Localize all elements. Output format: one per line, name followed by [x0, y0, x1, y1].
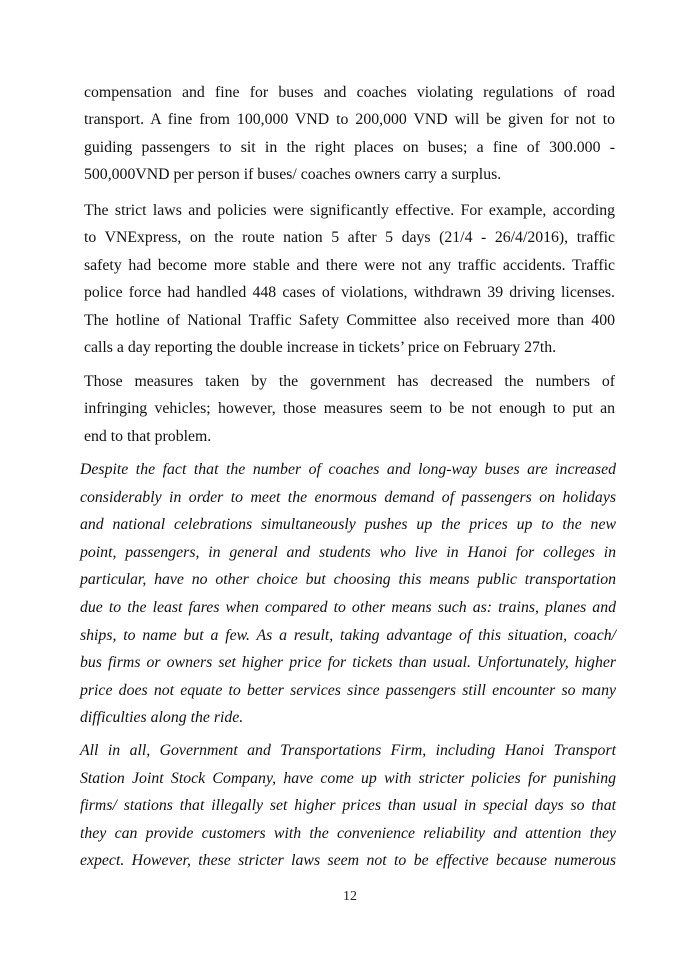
page-number: 12	[343, 889, 357, 904]
text-line: Station Joint Stock Company, have come up with stricter policies for punishing	[80, 769, 616, 787]
paragraph-fines	[84, 79, 615, 189]
text-line: point, passengers, in general and students who live in Hanoi for colleges in	[80, 543, 616, 561]
text-line: infringing vehicles; however, those measures seem to be not enough to put an	[84, 400, 615, 418]
paragraph-measures	[84, 368, 615, 450]
text-line: Those measures taken by the government has decreased the numbers of	[84, 373, 615, 390]
text-line: ships, to name but a few. As a result, taking advantage of this situation, coach/	[80, 626, 616, 644]
text-line: safety had become more stable and there were not any traffic accidents. Traffic	[84, 256, 615, 274]
text-line: Despite the fact that the number of coaches and long-way buses are increased	[80, 461, 616, 478]
paragraph-all-in-all	[80, 737, 616, 875]
text-line: firms/ stations that illegally set higher prices than usual in special days so that	[80, 797, 616, 815]
text-line: due to the least fares when compared to other means such as: trains, planes and	[80, 598, 616, 616]
text-line: and national celebrations simultaneously pushes up the prices up to the new	[80, 516, 616, 534]
paragraph-strict-laws	[84, 197, 615, 361]
text-line: calls a day reporting the double increase in tickets’ price on February 27th.	[84, 339, 557, 357]
text-line: to VNExpress, on the route nation 5 after 5 days (21/4 - 26/4/2016), traffic	[84, 229, 615, 247]
text-line: All in all, Government and Transportations Firm, including Hanoi Transport	[80, 742, 616, 759]
text-line: particular, have no other choice but choosing this means public transportation	[80, 571, 616, 589]
text-line: 500,000VND per person if buses/ coaches owners carry a surplus.	[84, 166, 502, 184]
text-line: difficulties along the ride.	[80, 709, 244, 727]
text-line: price does not equate to better services since passengers still encounter so many	[80, 681, 616, 699]
text-line: transport. A fine from 100,000 VND to 200,000 VND will be given for not to	[84, 111, 615, 129]
paragraph-despite	[80, 456, 616, 732]
text-line: guiding passengers to sit in the right places on buses; a fine of 300.000 -	[84, 138, 615, 156]
text-line: police force had handled 448 cases of violations, withdrawn 39 driving licenses.	[84, 284, 615, 302]
text-line: compensation and fine for buses and coaches violating regulations of road	[84, 84, 615, 101]
text-line: end to that problem.	[84, 427, 212, 445]
text-line: The hotline of National Traffic Safety Committee also received more than 400	[84, 311, 615, 329]
text-line: they can provide customers with the convenience reliability and attention they	[80, 824, 616, 842]
text-line: The strict laws and policies were significantly effective. For example, according	[84, 202, 615, 219]
text-line: considerably in order to meet the enormous demand of passengers on holidays	[80, 488, 616, 506]
text-line: bus firms or owners set higher price for tickets than usual. Unfortunately, higher	[80, 654, 616, 672]
text-line: expect. However, these stricter laws seem not to be effective because numerous	[80, 852, 616, 870]
